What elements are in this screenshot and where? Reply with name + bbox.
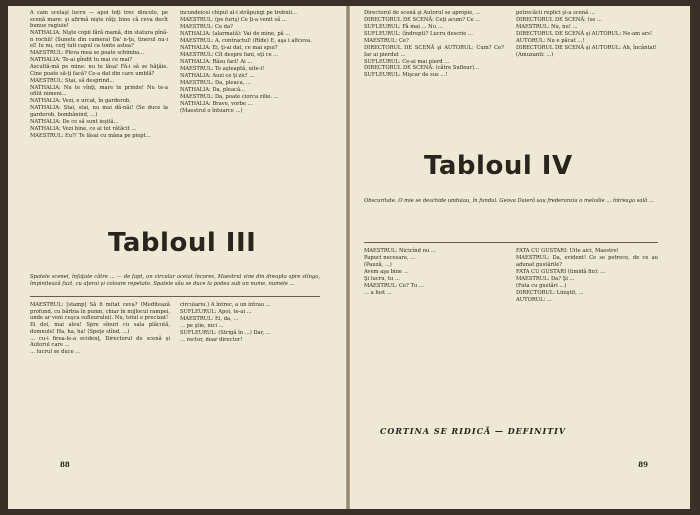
- text-paragraph: MAESTRUL: Nicicînd nu ...: [364, 248, 436, 254]
- text-paragraph: NATHALIA: Nişte copii fără mamă, din statura pînă-n rochii! (Sunete din camera) Da' n-ţu, tinerul nu-i el! Iu nu, cerj tuti capul ca tonte astea?: [30, 30, 168, 50]
- text-paragraph: Şi lucru, tu ...: [364, 275, 400, 282]
- text-paragraph: (Amuzanti: ...): [516, 51, 554, 58]
- text-paragraph: NATHALIA: Vezi, e urcat, în garderob.: [30, 98, 131, 105]
- text-paragraph: MAESTRUL: Stai, să desprind...: [30, 77, 115, 84]
- text-paragraph: DIRECTORUL DE SCENĂ: (către Sufleur)...: [364, 65, 480, 72]
- page-number: 88: [60, 460, 70, 469]
- text-paragraph: incondeicei chipul al-i străpungi pe trebuii...: [180, 10, 297, 16]
- divider: [30, 296, 320, 297]
- curtain-line: CORTINA SE RIDICĂ — DEFINITIV: [380, 426, 567, 436]
- text-paragraph: MAESTRUL: (pe furiş) Ce ţi-a venit să ...: [180, 16, 287, 23]
- text-paragraph: circulariu.) A întrec, a un intrau ...: [180, 302, 271, 308]
- text-paragraph: MAESTRUL: Pleva mea se poate schimba...: [30, 50, 145, 57]
- right-page: [350, 6, 690, 509]
- text-paragraph: SUFLEURUL: (Strigă în ...) Dar, ...: [180, 329, 271, 336]
- right-bottom-column-1: [364, 248, 504, 297]
- left-page: [8, 6, 346, 509]
- text-paragraph: MAESTRUL: Nu, nu! ...: [516, 23, 578, 30]
- text-paragraph: MAESTRUL: Da, evident! Ce se petrece, de ce au adunat gustările?: [516, 254, 658, 268]
- divider: [364, 242, 658, 243]
- text-paragraph: MAESTRUL: Cît despre fani, eţi ce ...: [180, 51, 279, 58]
- text-paragraph: MAESTRUL: Da, poate ciorca zilie. ...: [180, 93, 279, 100]
- section-heading: Tabloul IV: [424, 151, 573, 181]
- text-paragraph: DIRECTORUL DE SCENĂ şi AUTORUL: Ne-am ars!: [516, 30, 653, 37]
- text-paragraph: ... a fost ...: [364, 289, 392, 296]
- text-paragraph: MAESTRUL: Da, pleaca, ...: [180, 79, 251, 86]
- text-paragraph: ... pe ştie, nici ...: [180, 322, 224, 329]
- text-paragraph: (Maestrul o întoarce ...): [180, 107, 243, 114]
- right-column-1: [364, 10, 504, 79]
- text-paragraph: SUFLEURUL: Fă mai ... Nu ...: [364, 23, 443, 30]
- text-paragraph: NATHALIA: Te-ai gîndit tu mai ce mai?: [30, 57, 133, 64]
- text-paragraph: Directorul de scenă şi Autorul se apropie, ...: [364, 10, 481, 16]
- text-paragraph: NATHALIA: Da, pleacă...: [180, 86, 246, 93]
- text-paragraph: NATHALIA: Bravo, vorbe ...: [180, 100, 253, 107]
- text-paragraph: MAESTRUL: A, contractul! (Rîde) E, aşa i altceva.: [180, 37, 312, 44]
- text-paragraph: NATHALIA: Nu te vînţi, mare te prinde! Nu te-a ofilit nimeni...: [30, 84, 168, 98]
- text-paragraph: petrecăcii replici şi-a scenă ...: [516, 10, 595, 16]
- stage-direction: Obscuritate. O mie se deschide unduiau, în fundul. Geova Daieră sau frederanzia o meloăie ... întreaga sală ...: [364, 198, 654, 204]
- text-paragraph: DIRECTORUL DE SCENĂ şi AUTORUL: Cum? Ce? Iar ai pierdut ...: [364, 44, 504, 58]
- text-paragraph: DIRECTORUL DE SCENĂ: Ceţi acum? Ce ...: [364, 16, 481, 23]
- text-paragraph: MAESTRUL: Ce? Tu ...: [364, 282, 424, 289]
- text-paragraph: A cam scelaşi lucru — apoi toţi trec dincolo, pe scenă mare: şi afirmă nişte răţi; bine că ceva decît bunue ragiuie!: [30, 10, 168, 30]
- left-column-1: [30, 10, 168, 140]
- text-paragraph: NATHALIA: (alarmată): Vai de mine, pă ...: [180, 30, 291, 37]
- text-paragraph: AUTORUL: Nu e păcat ...!: [516, 37, 585, 44]
- text-paragraph: MAESTRUL: Eu?! Te lăsai cu mâna pe piept...: [30, 132, 151, 139]
- text-paragraph: MAESTRUL: Ei, da, ...: [180, 315, 239, 322]
- section-heading: Tabloul III: [108, 228, 257, 258]
- right-column-2: [516, 10, 658, 59]
- text-paragraph: NATHALIA: Vezi bine, ce ai tot rătăcit ...: [30, 126, 137, 132]
- left-bottom-column-2: [180, 302, 320, 344]
- text-paragraph: SUFLEURUL: Apoi, te-ai ...: [180, 308, 252, 315]
- text-paragraph: DIRECTORUL DE SCENĂ: (se ...: [516, 16, 602, 23]
- text-paragraph: Avem aşa bine ...: [364, 268, 409, 275]
- text-paragraph: ... rector, doar director!: [180, 336, 243, 343]
- text-paragraph: MAESTRUL: Te aşteaptă, uite-i!: [180, 65, 265, 72]
- page-number: 89: [638, 460, 648, 469]
- left-column-2: [180, 10, 320, 115]
- text-paragraph: Ei doi, mai aleu! Spre sînuri cu sala plăcută, domnule! Ha, ha, ha! (Speţe stînd, ...): [30, 322, 170, 335]
- text-paragraph: ... cu-i firea-le-a ecidenţ, Directorul de scenă şi Autorul care ...: [30, 335, 170, 349]
- text-paragraph: AUTORUL: ...: [516, 296, 552, 303]
- text-paragraph: Papuci necesare, ...: [364, 254, 416, 261]
- text-paragraph: Ascultă-mă pe mine: nu te lăsa! Fă-i să se hăţăie. Cine poate să-ţi facă? Ce-a dat din care umblă?: [30, 64, 168, 77]
- text-paragraph: DIRECTORUL DE SCENĂ şi AUTORUL: Ah, încântat!: [516, 44, 657, 51]
- left-bottom-column-1: [30, 302, 170, 356]
- text-paragraph: NATHALIA: Auzi ce ţi zic! ...: [180, 72, 255, 79]
- text-paragraph: (Fata cu gustări ...): [516, 282, 567, 289]
- text-paragraph: MAESTRUL: Ce?: [364, 37, 409, 44]
- text-paragraph: SUFLEURUL: Ce-ai mai pierd ...: [364, 58, 450, 65]
- text-paragraph: NATHALIA: Stai, stai, nu mai dă-năi! (Se duce la garderob, bombănind, ...): [30, 105, 168, 119]
- text-paragraph: FATA CU GUSTARI (timidă fin): ...: [516, 268, 606, 275]
- text-paragraph: NATHALIA: De ce să sunt ieşită...: [30, 119, 119, 126]
- text-paragraph: MAESTRUL: [stamp] Să fi mitat ceva? (Meditează profund, cu bărbia în pumn, chiar în mijlocul rampei, unde ar veni cuşca sufleurului). Nu, totul e precizat!: [30, 302, 171, 322]
- text-paragraph: SUFLEURUL: Mişcar de sus ...!: [364, 72, 448, 79]
- text-paragraph: SUFLEURUL: (îndrept)? Lucru descrie ...: [364, 30, 473, 37]
- right-bottom-column-2: [516, 248, 658, 303]
- text-paragraph: NATHALIA: Răsu faci! Ai ...: [180, 58, 253, 65]
- text-paragraph: ... lucrul se duce ...: [30, 349, 81, 356]
- text-paragraph: MAESTRUL: Da? Şi ...: [516, 275, 575, 282]
- text-paragraph: FATA CU GUSTARI: Uite aici, Maestre!: [516, 248, 619, 254]
- text-paragraph: NATHALIA: Ei, ţi-ai dat, ce mai spui?: [180, 44, 278, 51]
- stage-direction: Spatele scenei, înfaţate către ... — de fapt, un circular aceiat încores, Maestrul vine din dreapta spre stînga, împinitează fuzt, cu aţerai şi coloare repetate. Spatele său se duce la podea sub un nume, numele ...: [30, 274, 320, 287]
- text-paragraph: (Pauză, ...): [364, 261, 392, 268]
- text-paragraph: MAESTRUL: Ce da?: [180, 23, 233, 30]
- text-paragraph: DIRECTORUL: Liniştit, ...: [516, 289, 584, 296]
